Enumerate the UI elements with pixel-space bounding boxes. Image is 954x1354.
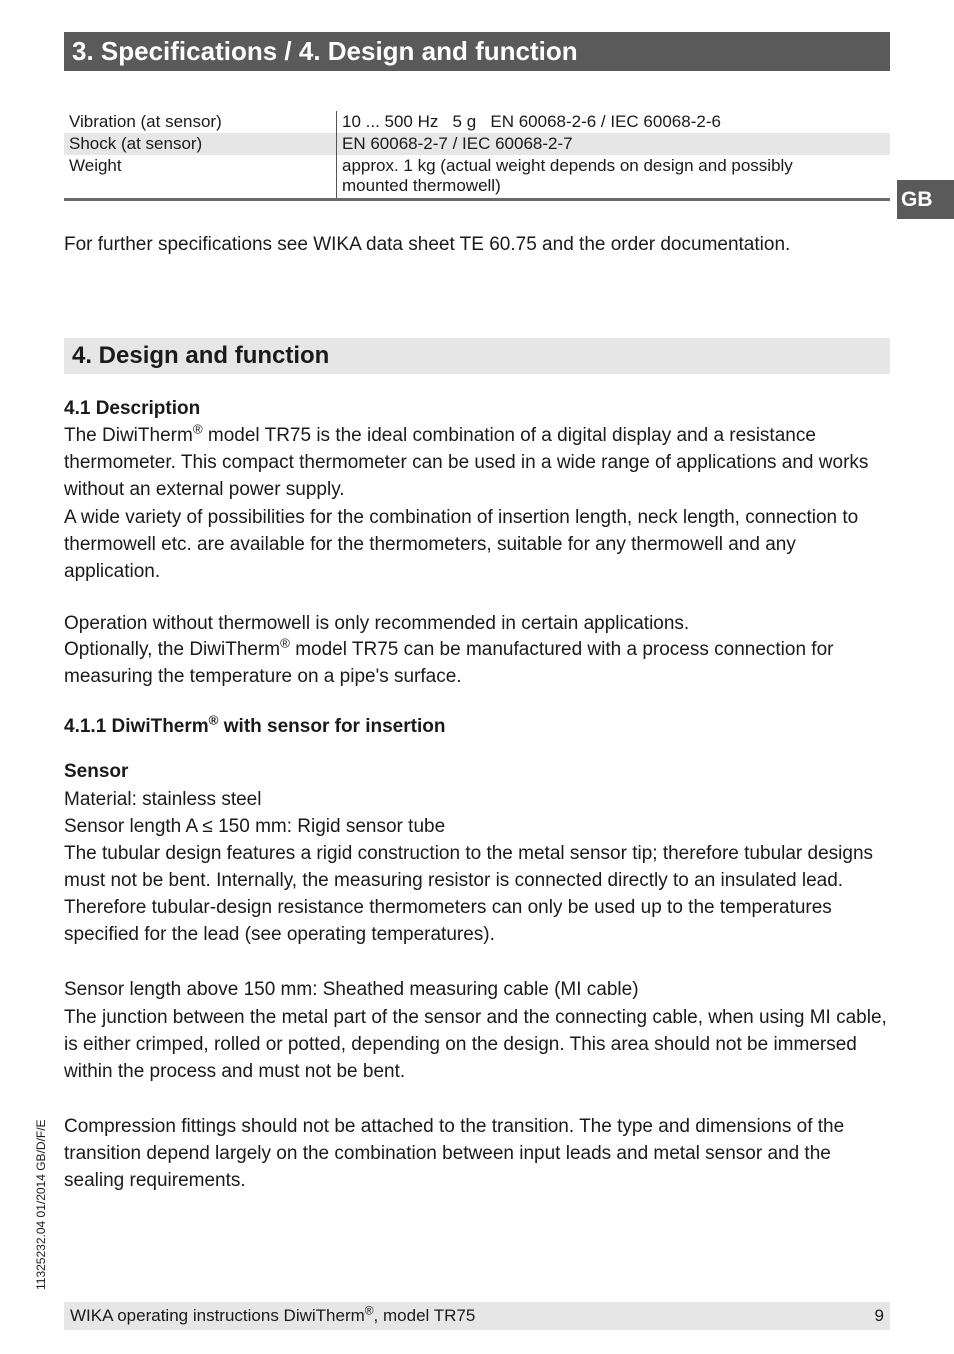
description-paragraph: Operation without thermowell is only recommended in certain applications. xyxy=(64,613,690,634)
sensor-heading: Sensor xyxy=(64,761,129,782)
spec-label: Weight xyxy=(64,155,337,200)
spec-label: Shock (at sensor) xyxy=(64,133,337,155)
spec-value-line: approx. 1 kg (actual weight depends on design and possibly xyxy=(342,156,793,175)
sensor-text: Compression fittings should not be attached to the transition. The type and dimensions of the transition depend largely on the combination between input leads and metal sensor and the sealing requirements. xyxy=(64,1116,845,1191)
document-code: 11325232.04 01/2014 GB/D/F/E xyxy=(34,1119,48,1290)
sensor-text: The junction between the metal part of the sensor and the connecting cable, when using MI cable, is either crimped, rolled or potted, depending on the design. This area should not be immersed within the process and must not be bent. xyxy=(64,1007,887,1082)
description-paragraph: Optionally, the DiwiTherm® model TR75 can be manufactured with a process connection for measuring the temperature on a pipe's surface. xyxy=(64,635,834,687)
spec-value: 10 ... 500 Hz 5 g EN 60068-2-6 / IEC 60068-2-6 xyxy=(342,112,721,131)
table-row xyxy=(64,155,890,200)
footer-text: WIKA operating instructions DiwiTherm®, model TR75 xyxy=(70,1303,476,1325)
registered-mark: ® xyxy=(192,421,203,437)
sensor-text: The tubular design features a rigid construction to the metal sensor tip; therefore tubular designs must not be bent. Internally, the measuring resistor is connected directly to an insulated lead. Therefore tubular-design resistance thermometers can only be used up to the temperatures specified for the lead (see operating temperatures). xyxy=(64,843,874,945)
footer xyxy=(64,1302,890,1330)
page-number: 9 xyxy=(874,1306,884,1325)
table-row xyxy=(64,111,890,133)
table-row xyxy=(64,133,890,155)
page-title: 3. Specifications / 4. Design and function xyxy=(64,32,890,71)
sensor-text: Material: stainless steel xyxy=(64,789,262,810)
spec-value-line: mounted thermowell) xyxy=(342,176,501,195)
description-heading: 4.1 Description xyxy=(64,398,201,419)
spec-label: Vibration (at sensor) xyxy=(64,111,337,133)
spec-value: EN 60068-2-7 / IEC 60068-2-7 xyxy=(337,133,891,155)
section-title: 4. Design and function xyxy=(64,338,890,374)
further-specs-text: For further specifications see WIKA data sheet TE 60.75 and the order documentation. xyxy=(64,234,791,255)
registered-mark: ® xyxy=(364,1303,374,1318)
spec-value xyxy=(337,155,891,200)
spec-table xyxy=(64,111,890,201)
registered-mark: ® xyxy=(280,635,290,651)
description-paragraph: A wide variety of possibilities for the combination of insertion length, neck length, connection to thermowell etc. are available for the thermometers, suitable for any thermowell and any application. xyxy=(64,507,859,582)
subsection-heading: 4.1.1 DiwiTherm® with sensor for insertion xyxy=(64,712,446,737)
sensor-text: Sensor length A ≤ 150 mm: Rigid sensor tube xyxy=(64,816,446,837)
language-tab: GB xyxy=(897,180,954,219)
description-paragraph: The DiwiTherm® model TR75 is the ideal combination of a digital display and a resistance thermometer. This compact thermometer can be used in a wide range of applications and works without an external power supply. xyxy=(64,421,869,500)
registered-mark: ® xyxy=(208,712,219,728)
sensor-text: Sensor length above 150 mm: Sheathed measuring cable (MI cable) xyxy=(64,979,639,1000)
